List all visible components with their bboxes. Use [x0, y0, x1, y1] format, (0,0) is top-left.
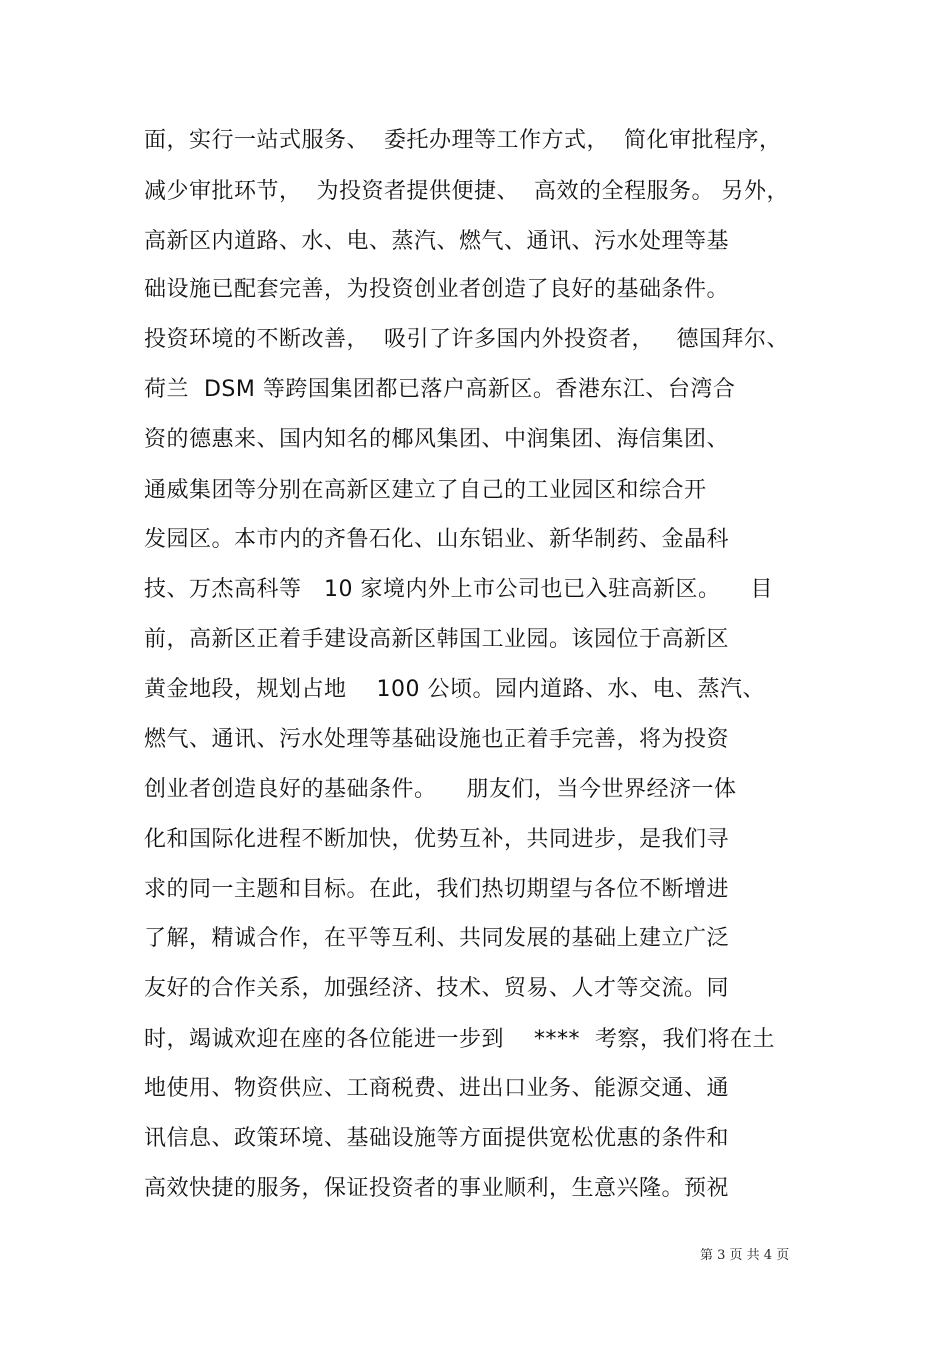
body-text-line: 时，竭诚欢迎在座的各位能进一步到 **** 考察，我们将在土	[144, 1027, 775, 1052]
body-text-line: 发园区。本市内的齐鲁石化、山东铝业、新华制药、金晶科	[144, 527, 730, 552]
body-text-line: 讯信息、政策环境、基础设施等方面提供宽松优惠的条件和	[144, 1126, 730, 1151]
body-text-line: 地使用、物资供应、工商税费、进出口业务、能源交通、通	[144, 1076, 730, 1101]
body-text-line: 投资环境的不断改善， 吸引了许多国内外投资者， 德国拜尔、	[144, 327, 789, 352]
body-text-line: 友好的合作关系，加强经济、技术、贸易、人才等交流。同	[144, 976, 730, 1001]
page-number-footer: 第 3 页 共 4 页	[700, 1248, 790, 1263]
body-text-line: 高效快捷的服务，保证投资者的事业顺利，生意兴隆。预祝	[144, 1176, 730, 1201]
body-text-line: 高新区内道路、水、电、蒸汽、燃气、通讯、污水处理等基	[144, 229, 730, 254]
body-text-line: 础设施已配套完善，为投资创业者创造了良好的基础条件。	[144, 277, 730, 302]
body-text-line: 减少审批环节， 为投资者提供便捷、 高效的全程服务。 另外，	[144, 179, 789, 204]
body-text-line: 求的同一主题和目标。在此，我们热切期望与各位不断增进	[144, 877, 730, 902]
body-text-line: 荷兰 DSM 等跨国集团都已落户高新区。香港东江、台湾合	[144, 377, 736, 402]
body-text-line: 通威集团等分别在高新区建立了自己的工业园区和综合开	[144, 478, 707, 503]
body-text-line: 技、万杰高科等 10 家境内外上市公司也已入驻高新区。 目	[144, 577, 773, 602]
body-text-line: 前，高新区正着手建设高新区韩国工业园。该园位于高新区	[144, 627, 730, 652]
body-text-line: 黄金地段，规划占地 100 公顷。园内道路、水、电、蒸汽、	[144, 677, 765, 702]
body-text-line: 化和国际化进程不断加快，优势互补，共同进步，是我们寻	[144, 827, 730, 852]
body-text-line: 燃气、通讯、污水处理等基础设施也正着手完善，将为投资	[144, 727, 730, 752]
body-text-line: 了解，精诚合作，在平等互利、共同发展的基础上建立广泛	[144, 926, 730, 951]
body-text-line: 创业者创造良好的基础条件。 朋友们，当今世界经济一体	[144, 777, 737, 802]
body-text-line: 资的德惠来、国内知名的椰风集团、中润集团、海信集团、	[144, 427, 730, 452]
body-text-line: 面，实行一站式服务、 委托办理等工作方式， 简化审批程序，	[144, 128, 782, 153]
